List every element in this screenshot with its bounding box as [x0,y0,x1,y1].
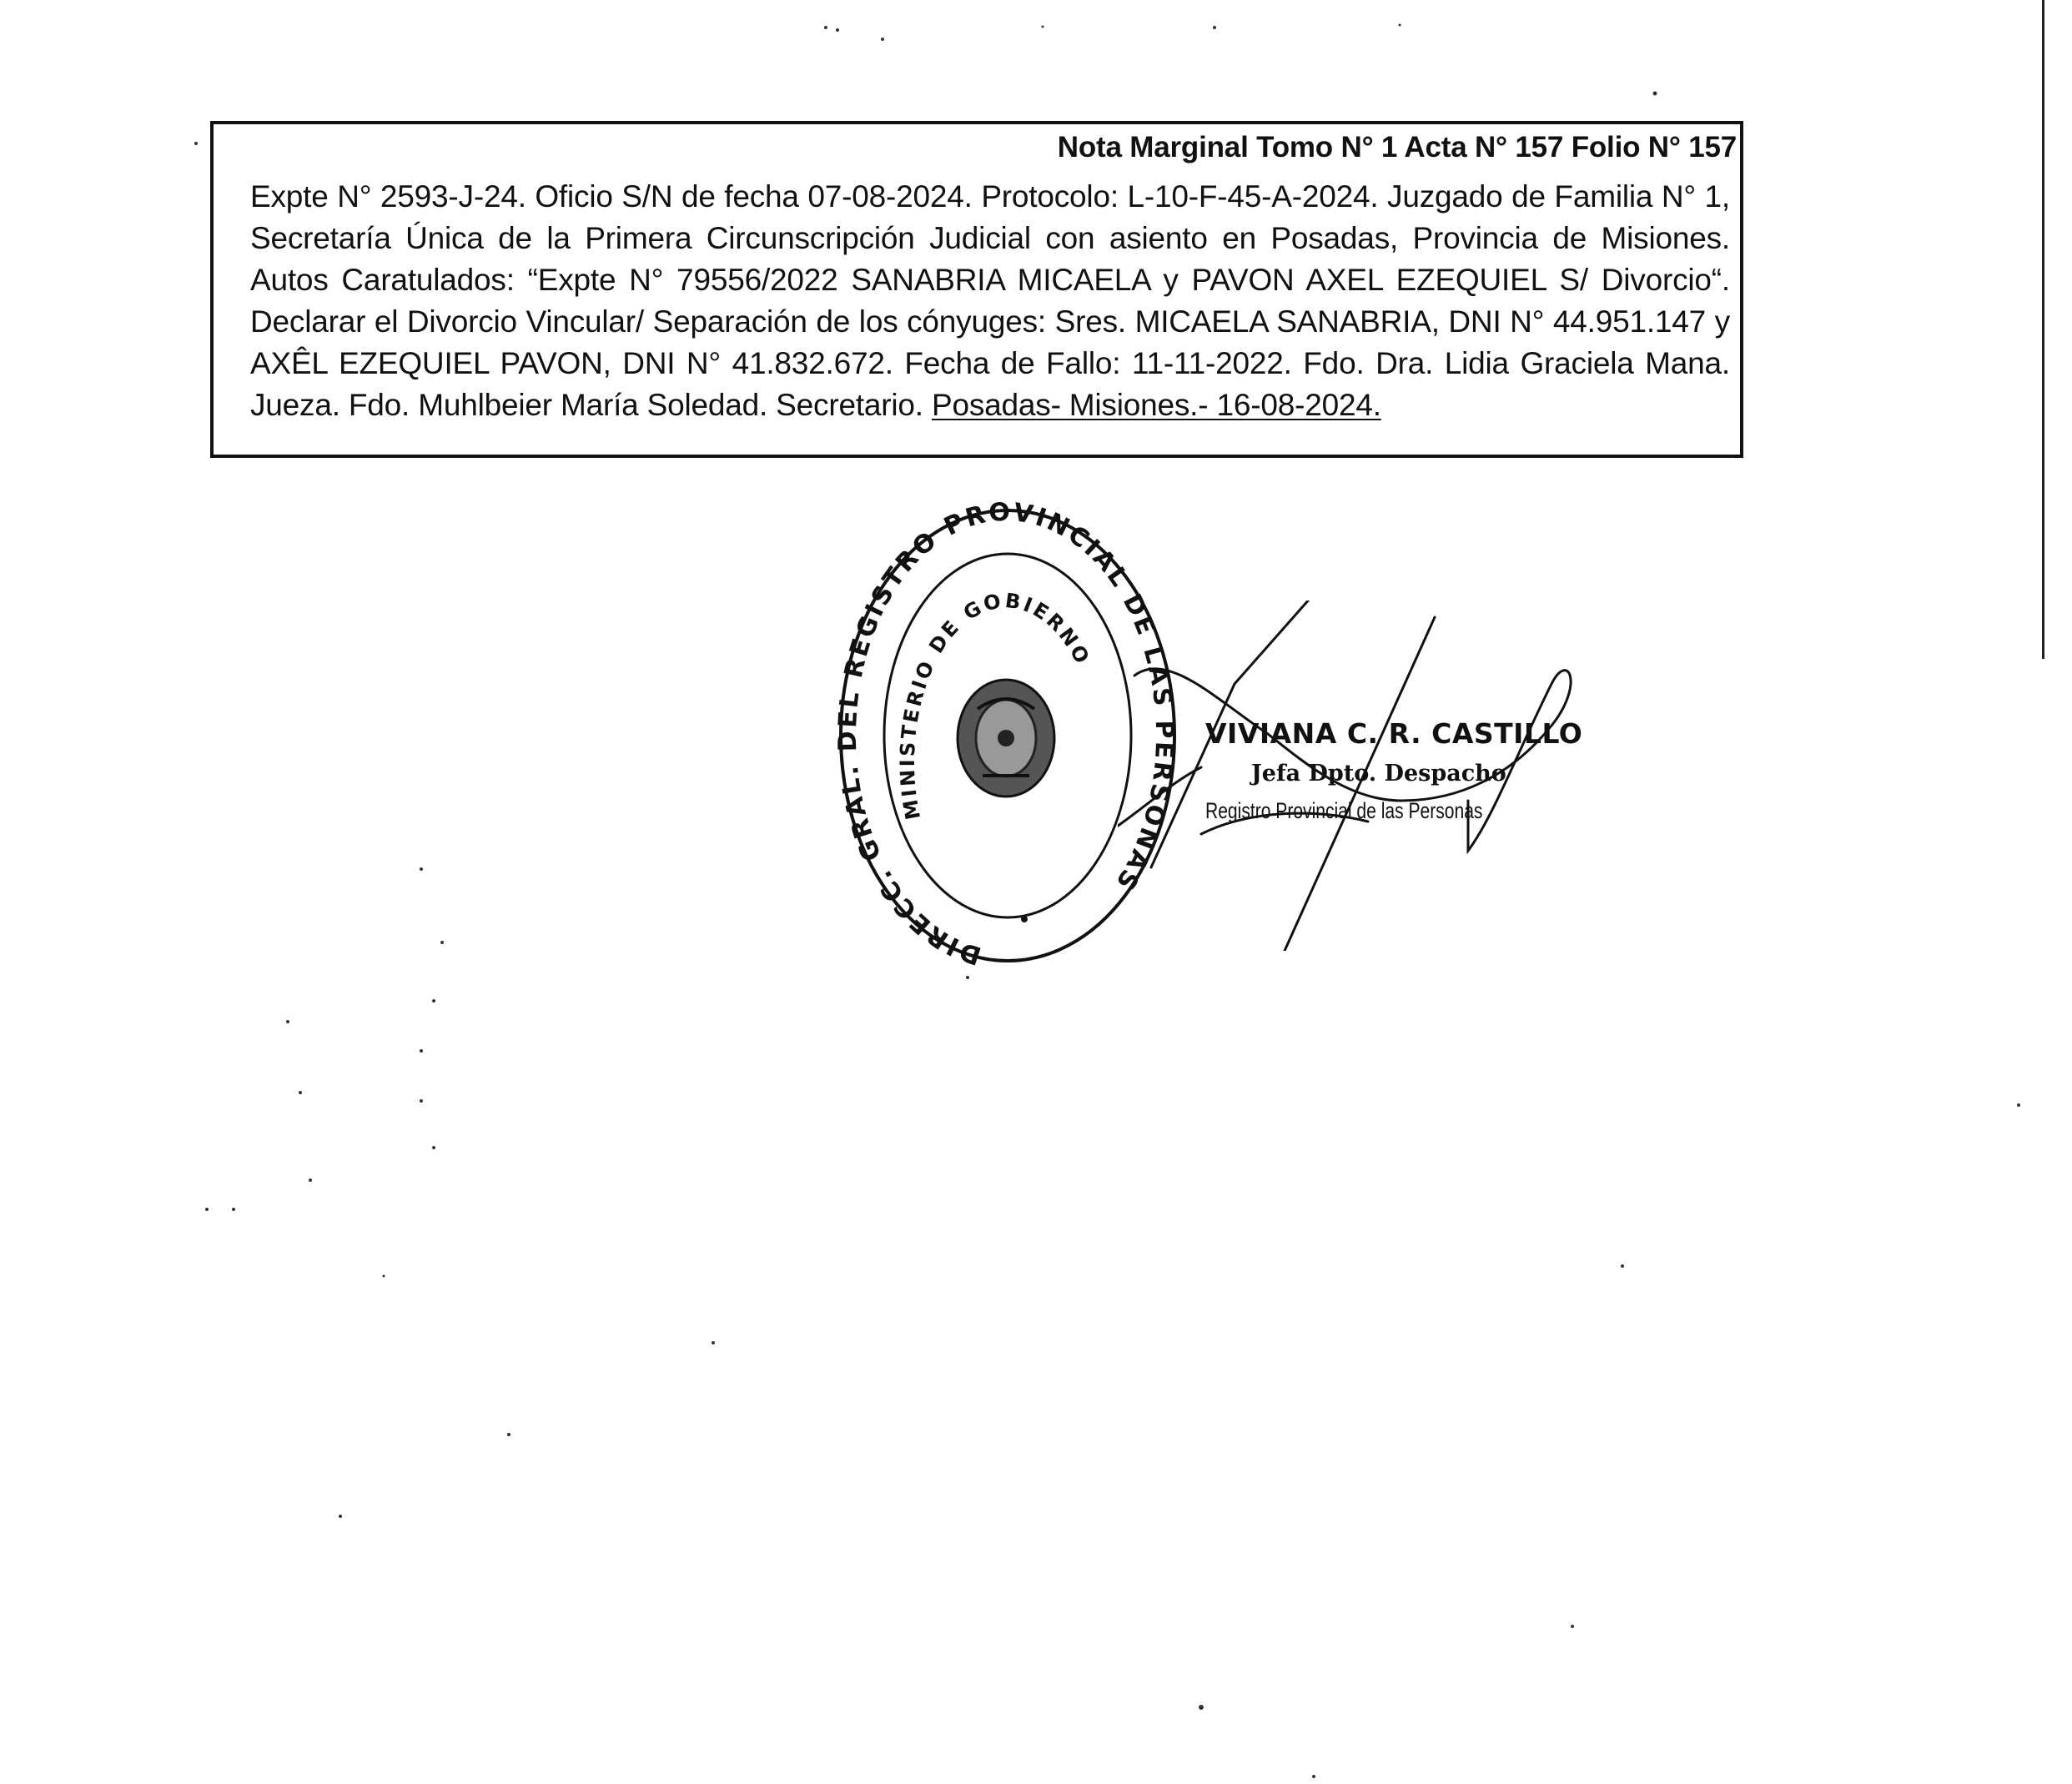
seal-outer-text: DIRECC. GRAL. DEL REGISTRO PROVINCIAL DE LAS PERSONAS [832,500,1179,967]
signer-role: Jefa Dpto. Despacho [1251,761,1506,786]
signer-office: Registro Provincial de las Personas [1205,798,1483,823]
note-title: Nota Marginal Tomo N° 1 Acta N° 157 Folio N° 157 [1057,131,1737,163]
note-place-date: Posadas- Misiones.- 16-08-2024. [931,388,1381,422]
signer-name: VIVIANA C. R. CASTILLO [1205,717,1583,750]
note-body-text: Expte N° 2593-J-24. Oficio S/N de fecha 07-08-2024. Protocolo: L-10-F-45-A-2024. Juzgado de Familia N° 1, Secretaría Única de la Primera Circunscripción Judicial con asiento en Posadas, Provincia de Misiones. Autos Caratulados: “Expte N° 79556/2022 SANABRIA MICAELA y PAVON AXEL EZEQUIEL S/ Divorcio“. Declarar el Divorcio Vincular/ Separación de los cónyuges: Sres. MICAELA SANABRIA, DNI N° 44.951.147 y AXÊL EZEQUIEL PAVON, DNI N° 41.832.672. Fecha de Fallo: 11-11-2022. Fdo. Dra. Lidia Graciela Mana. Jueza. Fdo. Muhlbeier María Soledad. Secretario. [250,179,1730,422]
seal-inner-text: MINISTERIO DE GOBIERNO [895,588,1095,822]
